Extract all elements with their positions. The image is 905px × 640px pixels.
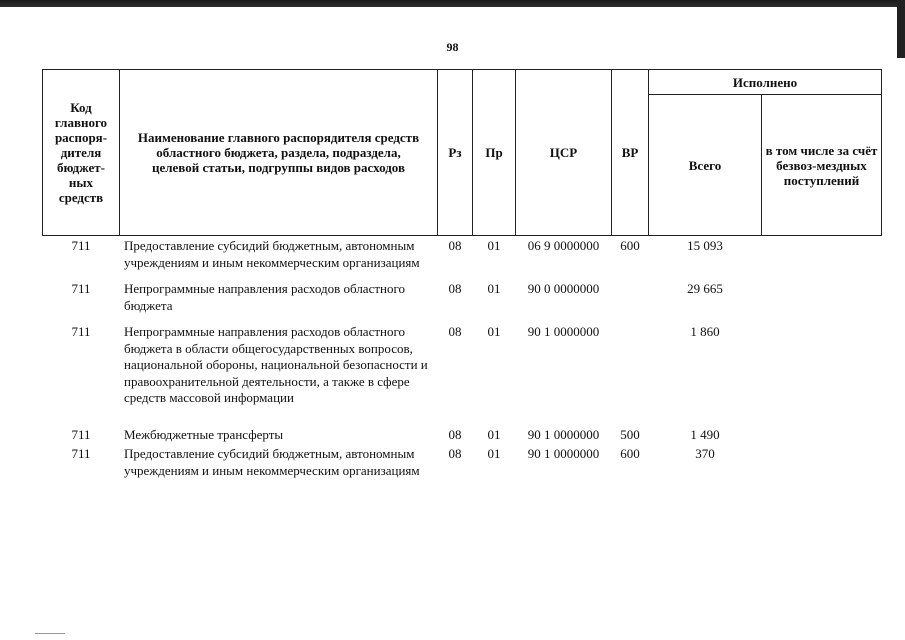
scan-border-bottom: [35, 633, 65, 634]
cell-csr: 90 0 0000000: [527, 281, 600, 296]
cell-total: 15 093: [687, 238, 723, 253]
cell-csr: 90 1 0000000: [527, 324, 600, 339]
cell-csr: 06 9 0000000: [527, 238, 600, 253]
scan-border-top: [0, 0, 905, 7]
cell-rz: 08: [448, 446, 462, 461]
cell-pr: 01: [487, 238, 501, 253]
cell-gratuitous: [762, 446, 882, 479]
cell-name: Непрограммные направления расходов областного бюджета в области общегосударственных вопросов, национальной обороны, национальной безопасности и правоохранительной деятельности, а также в сфере средств массовой информации: [124, 324, 428, 405]
cell-name: Непрограммные направления расходов областного бюджета: [124, 281, 405, 313]
cell-vr: [612, 324, 649, 427]
cell-gratuitous: [762, 281, 882, 324]
cell-rz: 08: [448, 426, 462, 442]
cell-pr: 01: [487, 446, 501, 461]
cell-vr: 600: [620, 446, 640, 461]
table-row: [43, 427, 882, 447]
cell-csr: 90 1 0000000: [527, 446, 600, 461]
cell-rz: 08: [448, 324, 462, 339]
header-csr: ЦСР: [516, 70, 612, 236]
cell-pr: 01: [487, 281, 501, 296]
cell-code: 711: [71, 446, 91, 461]
cell-pr: 01: [487, 324, 501, 339]
table-row: [43, 446, 882, 479]
cell-total: 1 860: [690, 324, 720, 339]
cell-code: 711: [71, 426, 91, 442]
header-code: Код главного распоря-дителя бюджет-ных средств: [43, 70, 120, 236]
header-rz: Рз: [438, 70, 473, 236]
cell-rz: 08: [448, 238, 462, 253]
header-executed: Исполнено: [649, 70, 882, 95]
cell-gratuitous: [762, 427, 882, 447]
cell-vr: [612, 281, 649, 324]
cell-gratuitous: [762, 324, 882, 427]
cell-gratuitous: [762, 236, 882, 282]
table-row: [43, 324, 882, 427]
cell-total: 370: [695, 446, 715, 461]
cell-rz: 08: [448, 281, 462, 296]
table-header: [43, 70, 882, 236]
table-body: [43, 236, 882, 480]
cell-name: Предоставление субсидий бюджетным, автономным учреждениям и иным некоммерческим организациям: [124, 238, 420, 270]
cell-name: Предоставление субсидий бюджетным, автономным учреждениям и иным некоммерческим организациям: [124, 446, 420, 478]
header-name: Наименование главного распорядителя средств областного бюджета, раздела, подраздела, целевой статьи, подгруппы видов расходов: [120, 70, 438, 236]
cell-csr: 90 1 0000000: [527, 426, 600, 442]
cell-pr: 01: [487, 426, 501, 442]
header-gratuitous: в том числе за счёт безвоз-мездных поступлений: [762, 95, 882, 236]
budget-table: [42, 69, 882, 479]
cell-total: 1 490: [690, 426, 720, 442]
table-row: [43, 236, 882, 282]
table-row: [43, 281, 882, 324]
cell-vr: 600: [620, 238, 640, 253]
cell-code: 711: [71, 281, 91, 296]
header-total: Всего: [649, 95, 762, 236]
cell-name: Межбюджетные трансферты: [124, 426, 284, 442]
header-pr: Пр: [473, 70, 516, 236]
cell-code: 711: [71, 238, 91, 253]
header-vr: ВР: [612, 70, 649, 236]
cell-total: 29 665: [687, 281, 723, 296]
cell-vr: 500: [620, 426, 640, 442]
cell-code: 711: [71, 324, 91, 339]
page-number: 98: [446, 40, 459, 54]
